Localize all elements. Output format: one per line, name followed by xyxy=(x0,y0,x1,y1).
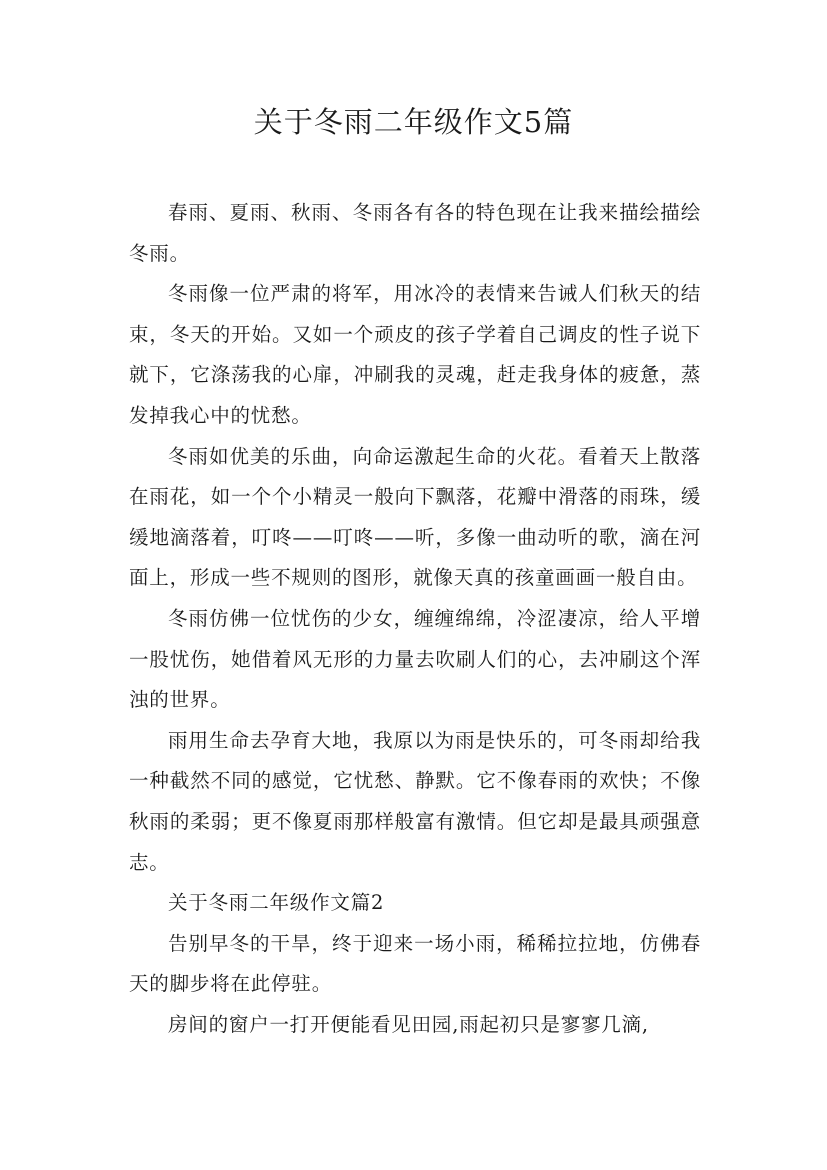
document-body xyxy=(129,193,701,1045)
paragraph: 春雨、夏雨、秋雨、冬雨各有各的特色现在让我来描绘描绘冬雨。 xyxy=(129,201,701,265)
section-heading: 关于冬雨二年级作文篇2 xyxy=(168,891,385,915)
paragraph: 房间的窗户一打开便能看见田园,雨起初只是寥寥几滴, xyxy=(168,1012,649,1036)
paragraph: 告别早冬的干旱，终于迎来一场小雨，稀稀拉拉地，仿佛春天的脚步将在此停驻。 xyxy=(129,931,701,996)
paragraph: 冬雨像一位严肃的将军，用冰冷的表情来告诫人们秋天的结束，冬天的开始。又如一个顽皮的孩子学着自己调皮的性子说下就下，它涤荡我的心扉，冲刷我的灵魂，赶走我身体的疲惫，蒸发掉我心中的忧愁。 xyxy=(129,282,701,427)
document-title: 关于冬雨二年级作文5篇 xyxy=(253,105,574,139)
paragraph: 冬雨如优美的乐曲，向命运激起生命的火花。看着天上散落在雨花，如一个个小精灵一般向下飘落，花瓣中滑落的雨珠，缓缓地滴落着，叮咚——叮咚——听，多像一曲动听的歌，滴在河面上，形成一些不规则的图形，就像天真的孩童画画一般自由。 xyxy=(129,444,701,590)
paragraph: 冬雨仿佛一位忧伤的少女，缠缠绵绵，冷涩凄凉，给人平增一股忧伤，她借着风无形的力量去吹刷人们的心，去冲刷这个浑浊的世界。 xyxy=(129,606,701,712)
paragraph: 雨用生命去孕育大地，我原以为雨是快乐的，可冬雨却给我一种截然不同的感觉，它忧愁、静默。它不像春雨的欢快；不像秋雨的柔弱；更不像夏雨那样般富有激情。但它却是最具顽强意志。 xyxy=(129,728,701,874)
